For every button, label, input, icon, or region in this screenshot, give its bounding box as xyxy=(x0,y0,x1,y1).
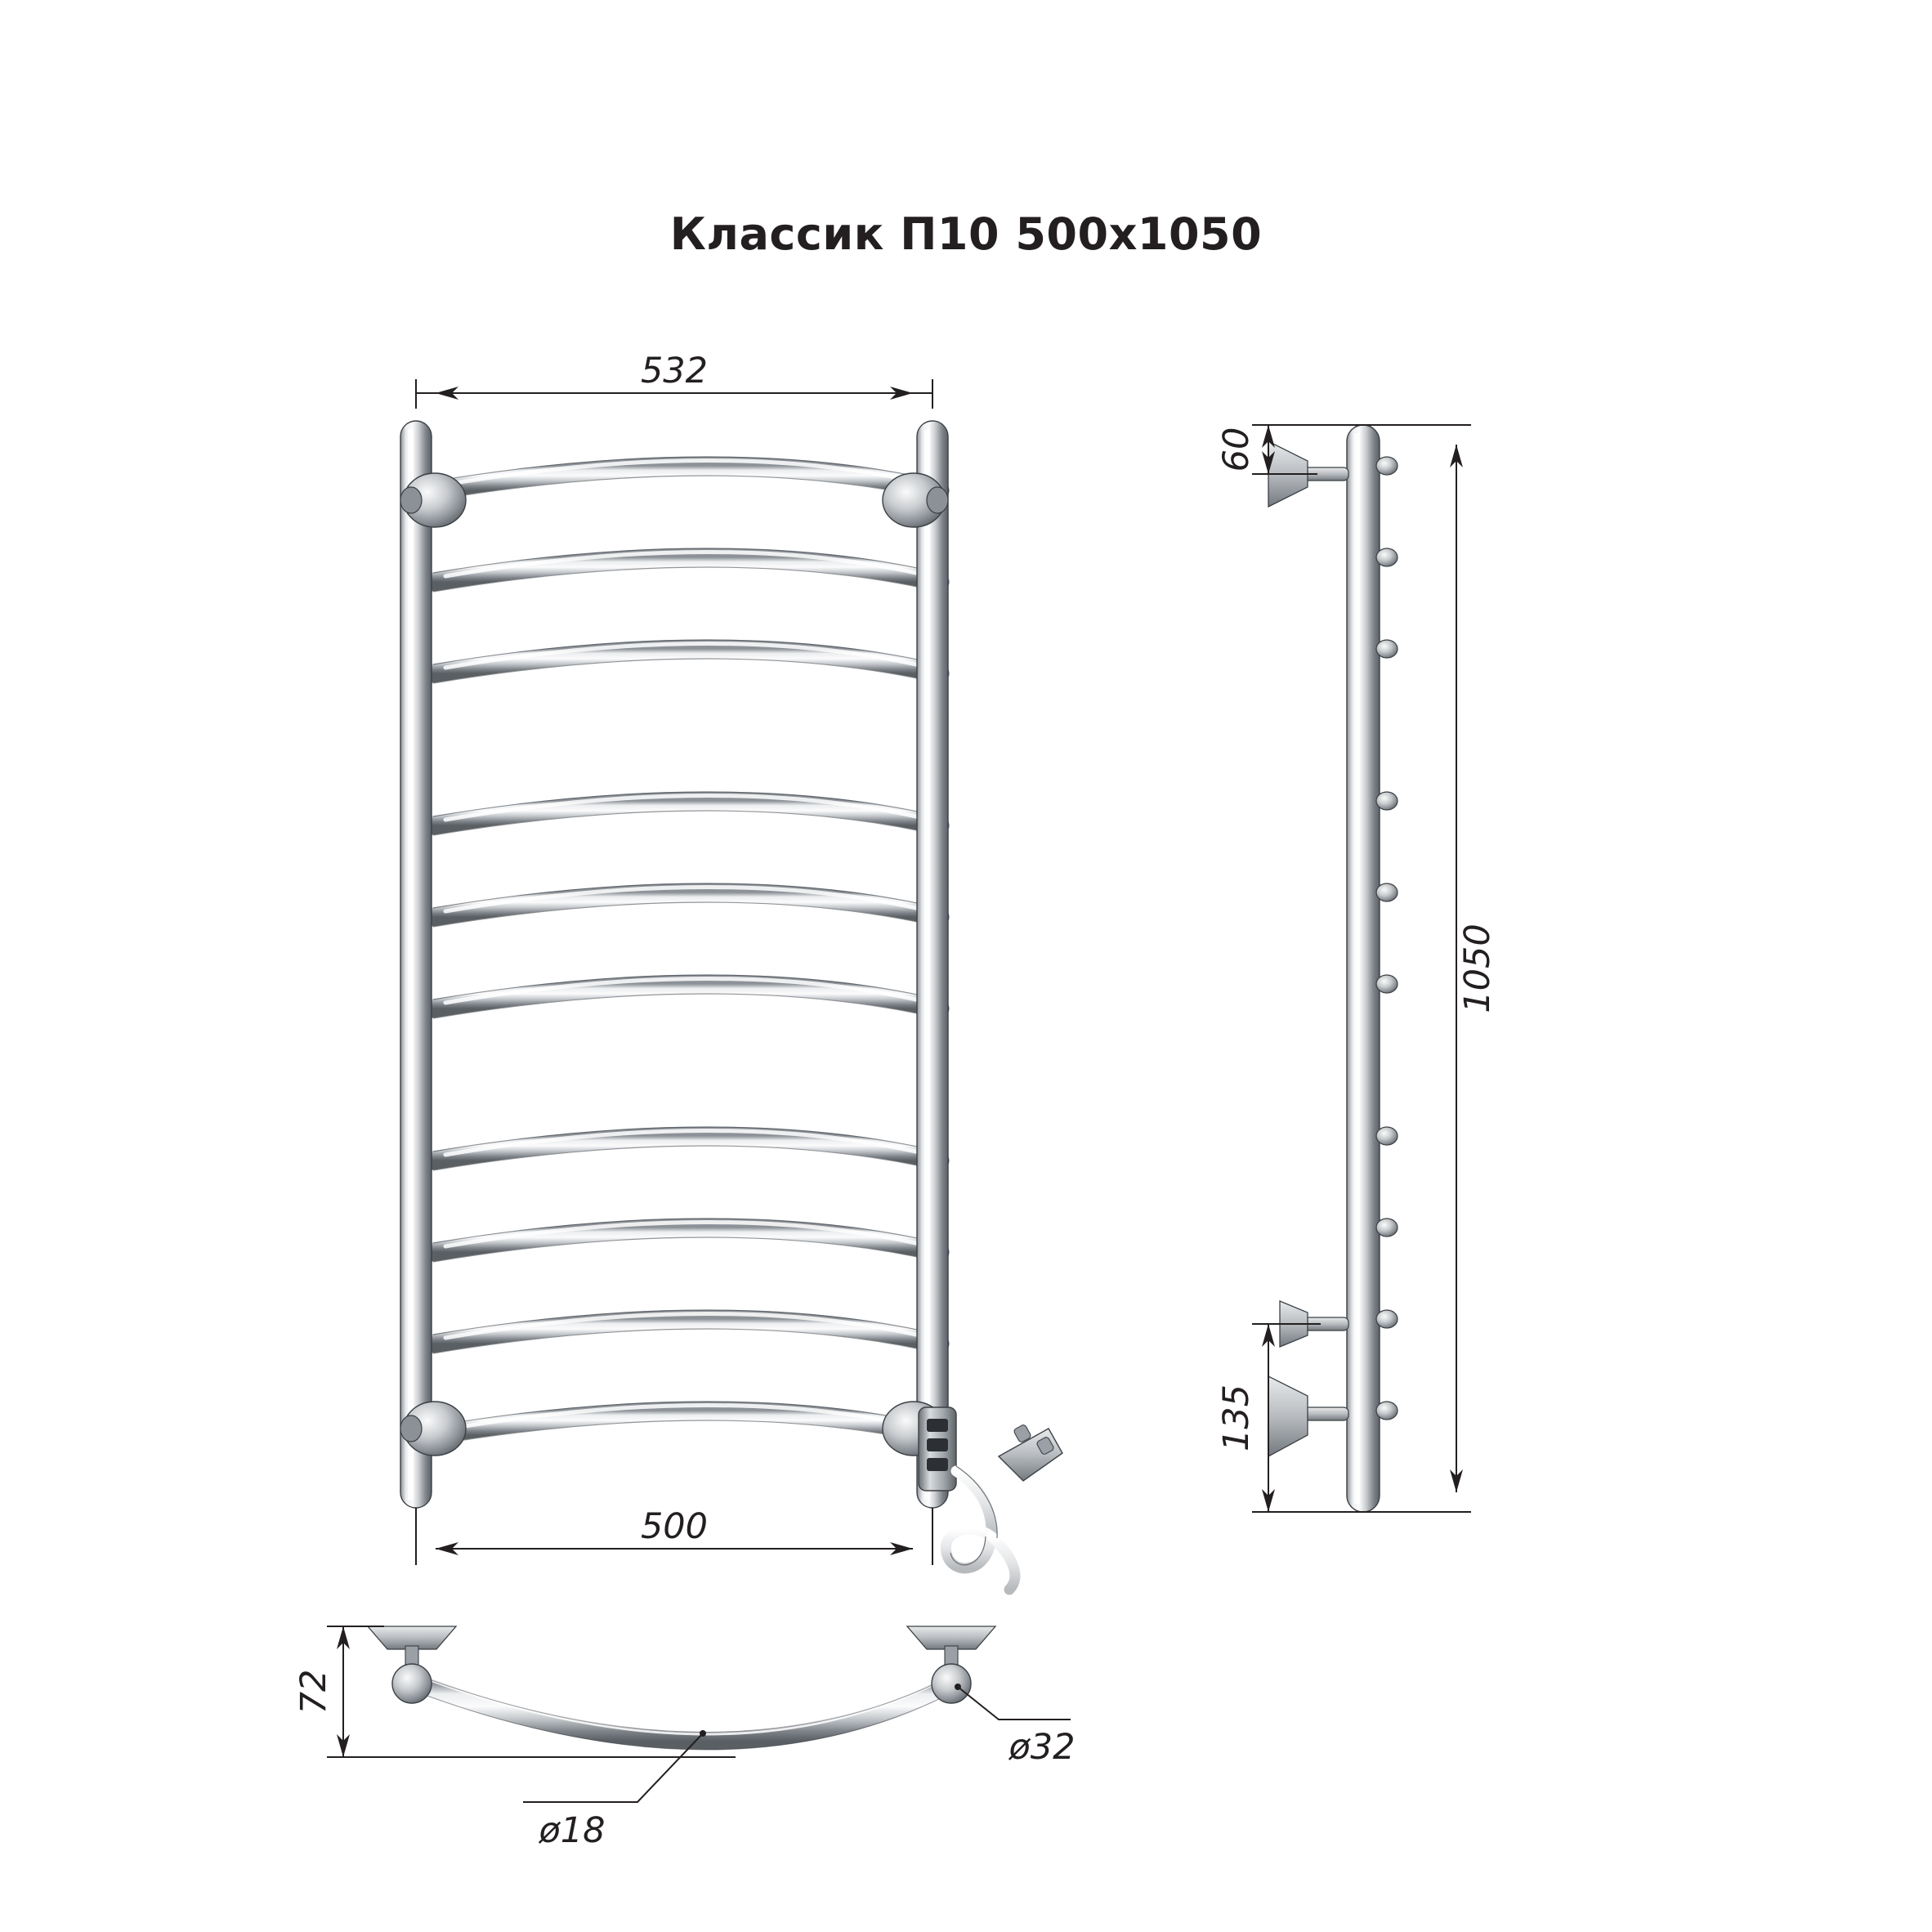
right-vertical-tube xyxy=(917,421,948,1508)
dimension-label-32: ø32 xyxy=(1008,1727,1076,1768)
dimension-height-1050 xyxy=(1389,425,1498,1512)
dimension-width-532 xyxy=(416,351,932,409)
rung-group-highlight xyxy=(445,461,930,1430)
rung-group xyxy=(433,466,940,1435)
front-view xyxy=(400,351,1062,1590)
top-view xyxy=(293,1626,1076,1851)
leader-diameter-32 xyxy=(955,1684,1076,1768)
dimension-offset-60 xyxy=(1216,425,1447,474)
side-main-tube xyxy=(1347,425,1380,1512)
rung-group-outline xyxy=(433,457,940,1445)
dimension-label-1050: 1050 xyxy=(1457,924,1498,1013)
dimension-label-72: 72 xyxy=(293,1669,334,1715)
power-control-panel[interactable] xyxy=(919,1407,956,1491)
side-view xyxy=(1216,425,1498,1512)
dimension-label-60: 60 xyxy=(1216,427,1257,472)
dimension-label-532: 532 xyxy=(640,351,709,391)
side-tube-highlight xyxy=(1354,433,1360,1504)
dimension-label-500: 500 xyxy=(640,1506,709,1547)
page-title: Классик П10 500х1050 xyxy=(669,208,1263,260)
power-plug xyxy=(999,1424,1062,1481)
dimension-width-500 xyxy=(416,1506,932,1565)
dimension-label-18: ø18 xyxy=(539,1810,606,1851)
dimension-label-135: 135 xyxy=(1216,1384,1257,1452)
left-vertical-tube xyxy=(400,421,432,1508)
wall-bracket-bottom-lower xyxy=(1268,1376,1348,1456)
